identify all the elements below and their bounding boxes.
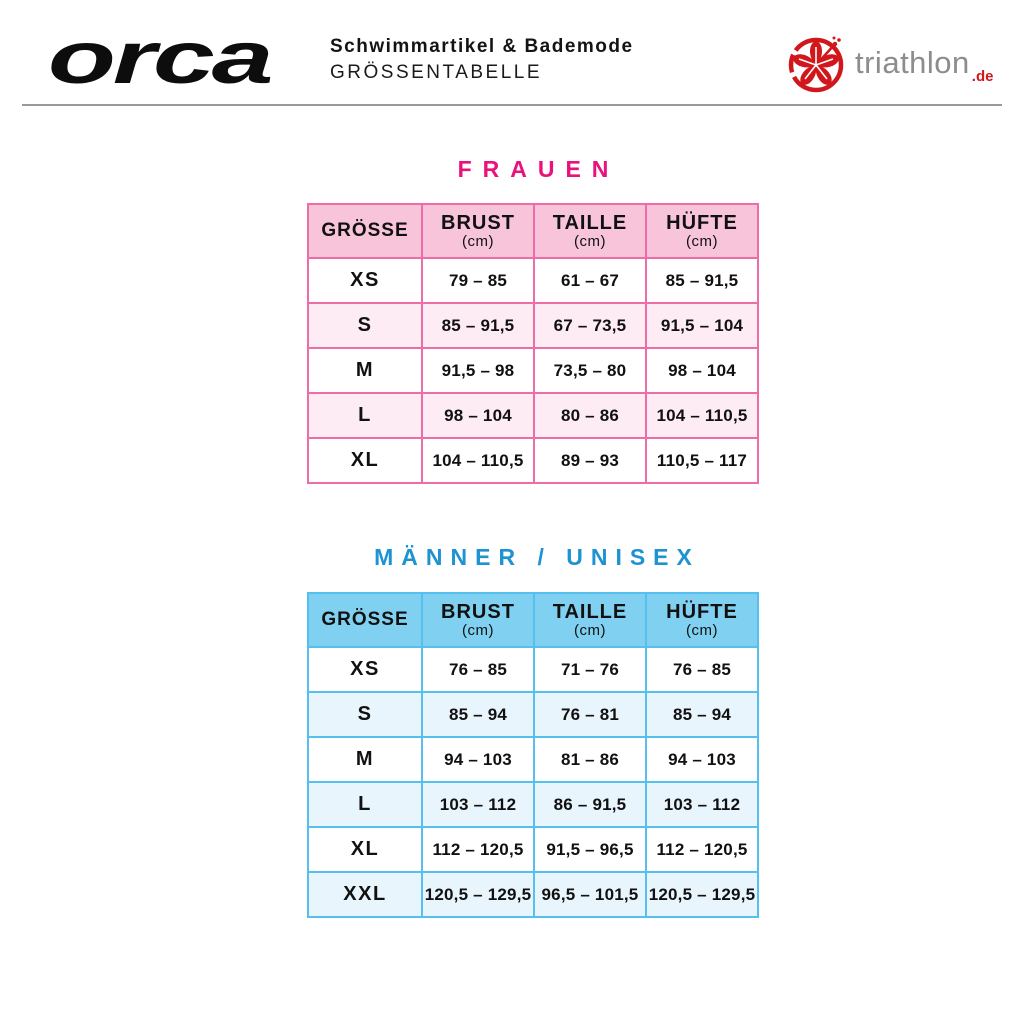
page-title: GRÖSSENTABELLE: [330, 62, 543, 83]
header-tagline: Schwimmartikel & Bademode: [330, 36, 634, 57]
column-unit: (cm): [462, 621, 494, 639]
size-cell: S: [357, 314, 373, 336]
table-cell: 98 – 104: [421, 394, 533, 437]
size-cell: XL: [350, 838, 380, 860]
column-header-groesse: GRÖSSE: [321, 609, 409, 630]
table-cell: 89 – 93: [533, 439, 645, 482]
table-cell: 103 – 112: [645, 783, 757, 826]
triathlon-logo: [784, 31, 993, 95]
table-cell: 85 – 91,5: [645, 259, 757, 302]
size-cell: XXL: [343, 883, 387, 905]
column-header-brust: [421, 205, 533, 257]
table-cell: 85 – 91,5: [421, 304, 533, 347]
column-label: BRUST: [441, 211, 515, 234]
size-cell: XS: [350, 658, 380, 680]
column-unit: (cm): [574, 621, 606, 639]
partner-tld: .de: [971, 68, 994, 85]
table-cell: 81 – 86: [533, 738, 645, 781]
table-row-l: [309, 392, 757, 437]
column-label: BRUST: [441, 600, 515, 623]
section-title-frauen: FRAUEN: [457, 156, 620, 182]
table-row-xs: [309, 646, 757, 691]
table-cell: 104 – 110,5: [421, 439, 533, 482]
size-cell: XS: [350, 269, 380, 291]
table-cell: 91,5 – 98: [421, 349, 533, 392]
size-cell: XL: [350, 449, 380, 471]
header-divider: [22, 104, 1002, 106]
column-label: TAILLE: [552, 600, 628, 623]
table-cell: 71 – 76: [533, 648, 645, 691]
table-cell: 112 – 120,5: [645, 828, 757, 871]
column-header-taille: [533, 594, 645, 646]
column-header-brust: [421, 594, 533, 646]
size-cell: M: [355, 748, 375, 770]
orca-logo: orca: [48, 16, 271, 99]
size-cell: L: [358, 793, 372, 815]
table-row-xs: [309, 257, 757, 302]
column-label: HÜFTE: [666, 211, 738, 234]
table-cell: 91,5 – 96,5: [533, 828, 645, 871]
table-cell: 76 – 85: [645, 648, 757, 691]
table-cell: 94 – 103: [645, 738, 757, 781]
table-cell: 61 – 67: [533, 259, 645, 302]
table-row-l: [309, 781, 757, 826]
table-cell: 96,5 – 101,5: [533, 873, 645, 916]
column-unit: (cm): [686, 621, 718, 639]
table-row-m: [309, 736, 757, 781]
column-header-huefte: [645, 594, 757, 646]
column-label: HÜFTE: [666, 600, 738, 623]
column-unit: (cm): [574, 232, 606, 250]
size-cell: S: [357, 703, 373, 725]
table-row-xl: [309, 437, 757, 482]
table-cell: 91,5 – 104: [645, 304, 757, 347]
column-unit: (cm): [686, 232, 718, 250]
table-row-s: [309, 302, 757, 347]
table-cell: 98 – 104: [645, 349, 757, 392]
table-cell: 85 – 94: [421, 693, 533, 736]
table-cell: 76 – 81: [533, 693, 645, 736]
size-cell: M: [355, 359, 375, 381]
table-cell: 86 – 91,5: [533, 783, 645, 826]
table-row-m: [309, 347, 757, 392]
column-header-groesse: GRÖSSE: [321, 220, 409, 241]
table-cell: 112 – 120,5: [421, 828, 533, 871]
header-subtitle: [330, 36, 634, 84]
table-row-s: [309, 691, 757, 736]
table-cell: 104 – 110,5: [645, 394, 757, 437]
table-cell: 103 – 112: [421, 783, 533, 826]
table-cell: 73,5 – 80: [533, 349, 645, 392]
hibiscus-flower-icon: [784, 31, 848, 95]
section-title-maenner: MÄNNER / UNISEX: [374, 544, 700, 570]
table-header-row: [309, 205, 757, 257]
table-row-xl: [309, 826, 757, 871]
table-cell: 110,5 – 117: [645, 439, 757, 482]
table-cell: 67 – 73,5: [533, 304, 645, 347]
table-cell: 120,5 – 129,5: [421, 873, 533, 916]
partner-name: triathlon: [855, 45, 970, 80]
column-label: TAILLE: [552, 211, 628, 234]
column-header-huefte: [645, 205, 757, 257]
table-cell: 85 – 94: [645, 693, 757, 736]
column-unit: (cm): [462, 232, 494, 250]
table-row-xxl: [309, 871, 757, 916]
table-cell: 76 – 85: [421, 648, 533, 691]
maenner-size-table: [307, 592, 759, 918]
table-cell: 120,5 – 129,5: [645, 873, 757, 916]
size-cell: L: [358, 404, 372, 426]
column-header-taille: [533, 205, 645, 257]
table-cell: 79 – 85: [421, 259, 533, 302]
table-header-row: [309, 594, 757, 646]
table-cell: 94 – 103: [421, 738, 533, 781]
frauen-size-table: [307, 203, 759, 484]
table-cell: 80 – 86: [533, 394, 645, 437]
